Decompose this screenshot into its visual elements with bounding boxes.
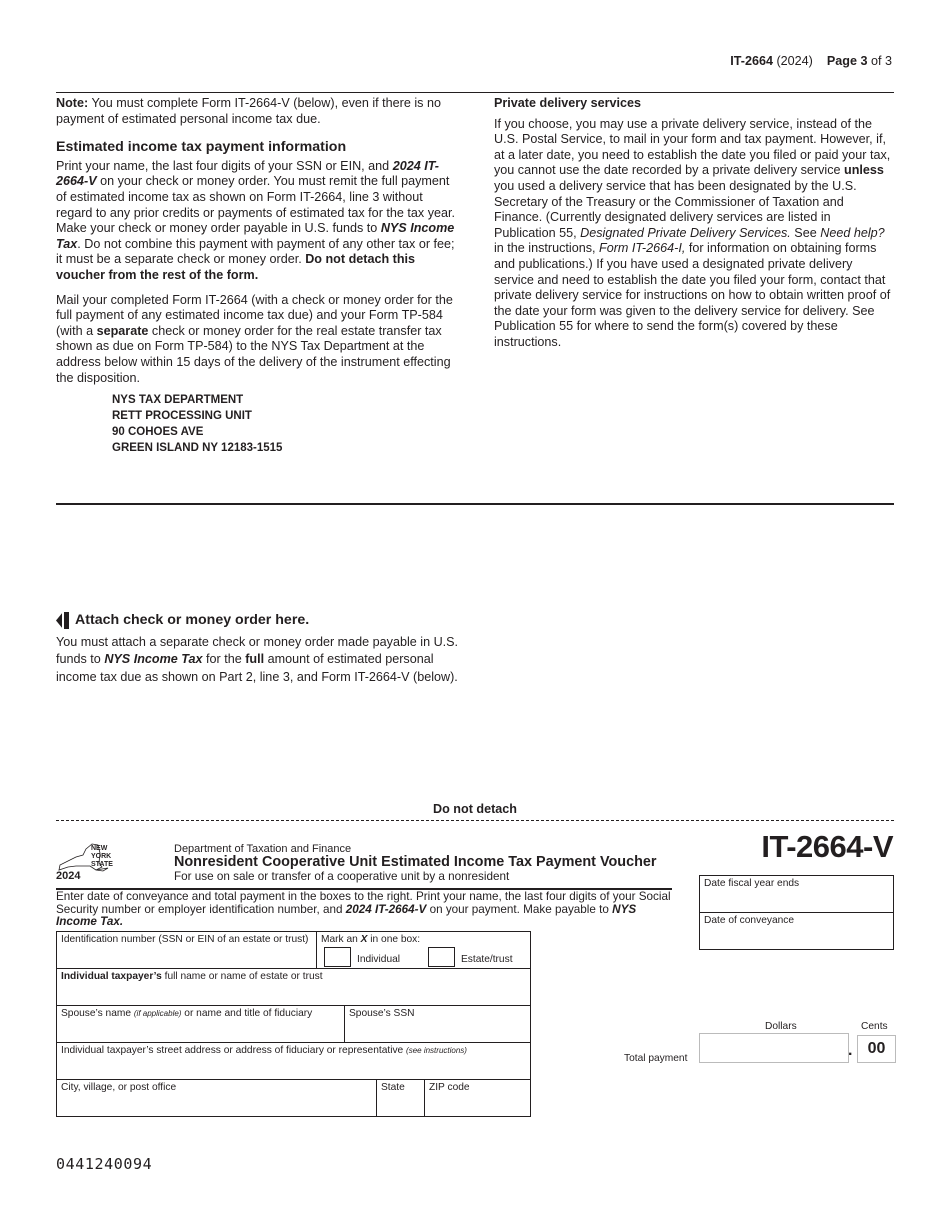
page-of: of 3 bbox=[870, 54, 892, 68]
city-label: City, village, or post office bbox=[61, 1082, 177, 1093]
voucher-title: Nonresident Cooperative Unit Estimated Income Tax Payment Voucher bbox=[174, 854, 657, 870]
fiscal-year-end-field[interactable] bbox=[699, 875, 894, 913]
street-address-label: Individual taxpayer’s street address or address of fiduciary or representative (see instructions) bbox=[61, 1045, 467, 1056]
address-line: GREEN ISLAND NY 12183-1515 bbox=[112, 442, 283, 455]
address-line: RETT PROCESSING UNIT bbox=[112, 410, 252, 423]
department-name: Department of Taxation and Finance bbox=[174, 843, 352, 855]
id-number-label: Identification number (SSN or EIN of an estate or trust) bbox=[61, 934, 309, 945]
form-number: IT-2664-V bbox=[761, 829, 893, 864]
logo-text: NEW YORK STATE bbox=[91, 845, 113, 868]
section-title: Estimated income tax payment information bbox=[56, 139, 347, 156]
attach-paragraph: You must attach a separate check or money order made payable in U.S. funds to NYS Income Tax for the full amount of estimated personal income tax due as shown on Part 2, line 3, and Form IT-2664-V (below). bbox=[56, 635, 459, 684]
form-year: (2024) bbox=[776, 54, 813, 68]
estate-trust-label: Estate/trust bbox=[461, 954, 513, 965]
note-text: You must complete Form IT-2664-V (below), even if there is no payment of estimated personal income tax due. bbox=[56, 96, 441, 126]
spouse-name-label: Spouse’s name (if applicable) or name and title of fiduciary bbox=[61, 1008, 313, 1019]
city-field[interactable] bbox=[56, 1079, 377, 1117]
decimal-point: . bbox=[848, 1042, 853, 1059]
arrow-left-icon bbox=[56, 612, 69, 629]
page-label: Page 3 bbox=[826, 54, 868, 68]
dollars-label: Dollars bbox=[765, 1021, 797, 1032]
do-not-detach-label: Do not detach bbox=[433, 802, 517, 816]
individual-label: Individual bbox=[357, 954, 401, 965]
zip-code-field[interactable] bbox=[424, 1079, 531, 1117]
street-address-field[interactable] bbox=[56, 1042, 531, 1080]
id-number-field[interactable] bbox=[56, 931, 317, 969]
logo-year: 2024 bbox=[56, 870, 81, 882]
taxpayer-name-field[interactable] bbox=[56, 968, 531, 1006]
total-payment-label: Total payment bbox=[624, 1053, 688, 1064]
estate-trust-checkbox[interactable] bbox=[428, 947, 455, 967]
scan-code: 0441240094 bbox=[56, 1155, 153, 1173]
spouse-name-field[interactable] bbox=[56, 1005, 345, 1043]
state-label: State bbox=[381, 1082, 405, 1093]
detach-dashed-line bbox=[56, 820, 894, 821]
left-column bbox=[56, 96, 456, 456]
address-line: NYS TAX DEPARTMENT bbox=[112, 394, 244, 407]
mailing-address bbox=[112, 392, 456, 456]
total-cents-input[interactable]: 00 bbox=[857, 1035, 896, 1063]
address-line: 90 COHOES AVE bbox=[112, 426, 204, 439]
right-column bbox=[494, 96, 894, 351]
taxpayer-name-label: Individual taxpayer’s full name or name of estate or trust bbox=[61, 971, 323, 982]
conveyance-date-field[interactable] bbox=[699, 912, 894, 950]
attach-title: Attach check or money order here. bbox=[56, 612, 476, 629]
individual-checkbox[interactable] bbox=[324, 947, 351, 967]
voucher-instructions: Enter date of conveyance and total payment in the boxes to the right. Print your name, the last four digits of your Social Security number or employer identification number, and 2024 IT-2664-V on your payment. Make payable to NYS Income Tax. bbox=[56, 890, 671, 928]
spouse-ssn-field[interactable] bbox=[344, 1005, 531, 1043]
mark-instruction: Mark an X in one box: bbox=[321, 934, 421, 945]
zip-code-label: ZIP code bbox=[429, 1082, 470, 1093]
voucher-subtitle: For use on sale or transfer of a cooperative unit by a nonresident bbox=[174, 870, 510, 883]
payment-info-paragraph: Print your name, the last four digits of your SSN or EIN, and 2024 IT-2664-V on your check or money order. You must remit the full payment of estimated income tax as shown on Form IT-2664, line 3 without regard to any prior credits or payments of estimated tax for the tax year. Make your check or money order payable in U.S. funds to NYS Income Tax. Do not combine this payment with payment of any other tax or fee; it must be a separate check or money order. Do not detach this voucher from the rest of the form. bbox=[56, 158, 455, 282]
note-paragraph bbox=[56, 96, 456, 127]
page-header bbox=[730, 54, 892, 70]
spouse-ssn-label: Spouse’s SSN bbox=[349, 1008, 415, 1019]
private-delivery-title: Private delivery services bbox=[494, 96, 642, 110]
nys-logo bbox=[56, 843, 126, 883]
taxpayer-type-field bbox=[316, 931, 531, 969]
attach-section bbox=[56, 612, 476, 686]
note-label: Note: bbox=[56, 96, 89, 110]
header-rule bbox=[56, 92, 894, 93]
total-dollars-input[interactable] bbox=[699, 1033, 849, 1063]
fiscal-year-end-label: Date fiscal year ends bbox=[704, 878, 800, 889]
state-field[interactable] bbox=[376, 1079, 425, 1117]
conveyance-date-label: Date of conveyance bbox=[704, 915, 795, 926]
form-name: IT-2664 bbox=[730, 54, 773, 68]
mail-paragraph: Mail your completed Form IT-2664 (with a check or money order for the full payment of any estimated income tax due) and your Form TP-584 (with a separate check or money order for the real estate transfer tax shown as due on Form TP-584) to the NYS Tax Department at the address below within 15 days of the delivery of the instrument effecting the disposition. bbox=[56, 292, 453, 385]
private-delivery-paragraph: If you choose, you may use a private delivery service, instead of the U.S. Postal Service, to mail in your form and tax payment. However, if, at a later date, you need to establish the date you filed or paid your tax, you cannot use the date recorded by a private delivery service unless you used a delivery service that has been designated by the U.S. Secretary of the Treasury or the Commissioner of Taxation and Finance. (Currently designated delivery services are listed in Publication 55, Designated Private Delivery Services. See Need help? in the instructions, Form IT-2664-I, for information on obtaining forms and publications.) If you have used a designated private delivery service and need to establish the date you filed your form, contact that private delivery service for instructions on how to obtain written proof of the date your form was given to the delivery service for delivery. See Publication 55 for where to send the form(s) covered by these instructions. bbox=[494, 116, 891, 349]
cents-label: Cents bbox=[861, 1021, 888, 1032]
section-divider bbox=[56, 503, 894, 505]
